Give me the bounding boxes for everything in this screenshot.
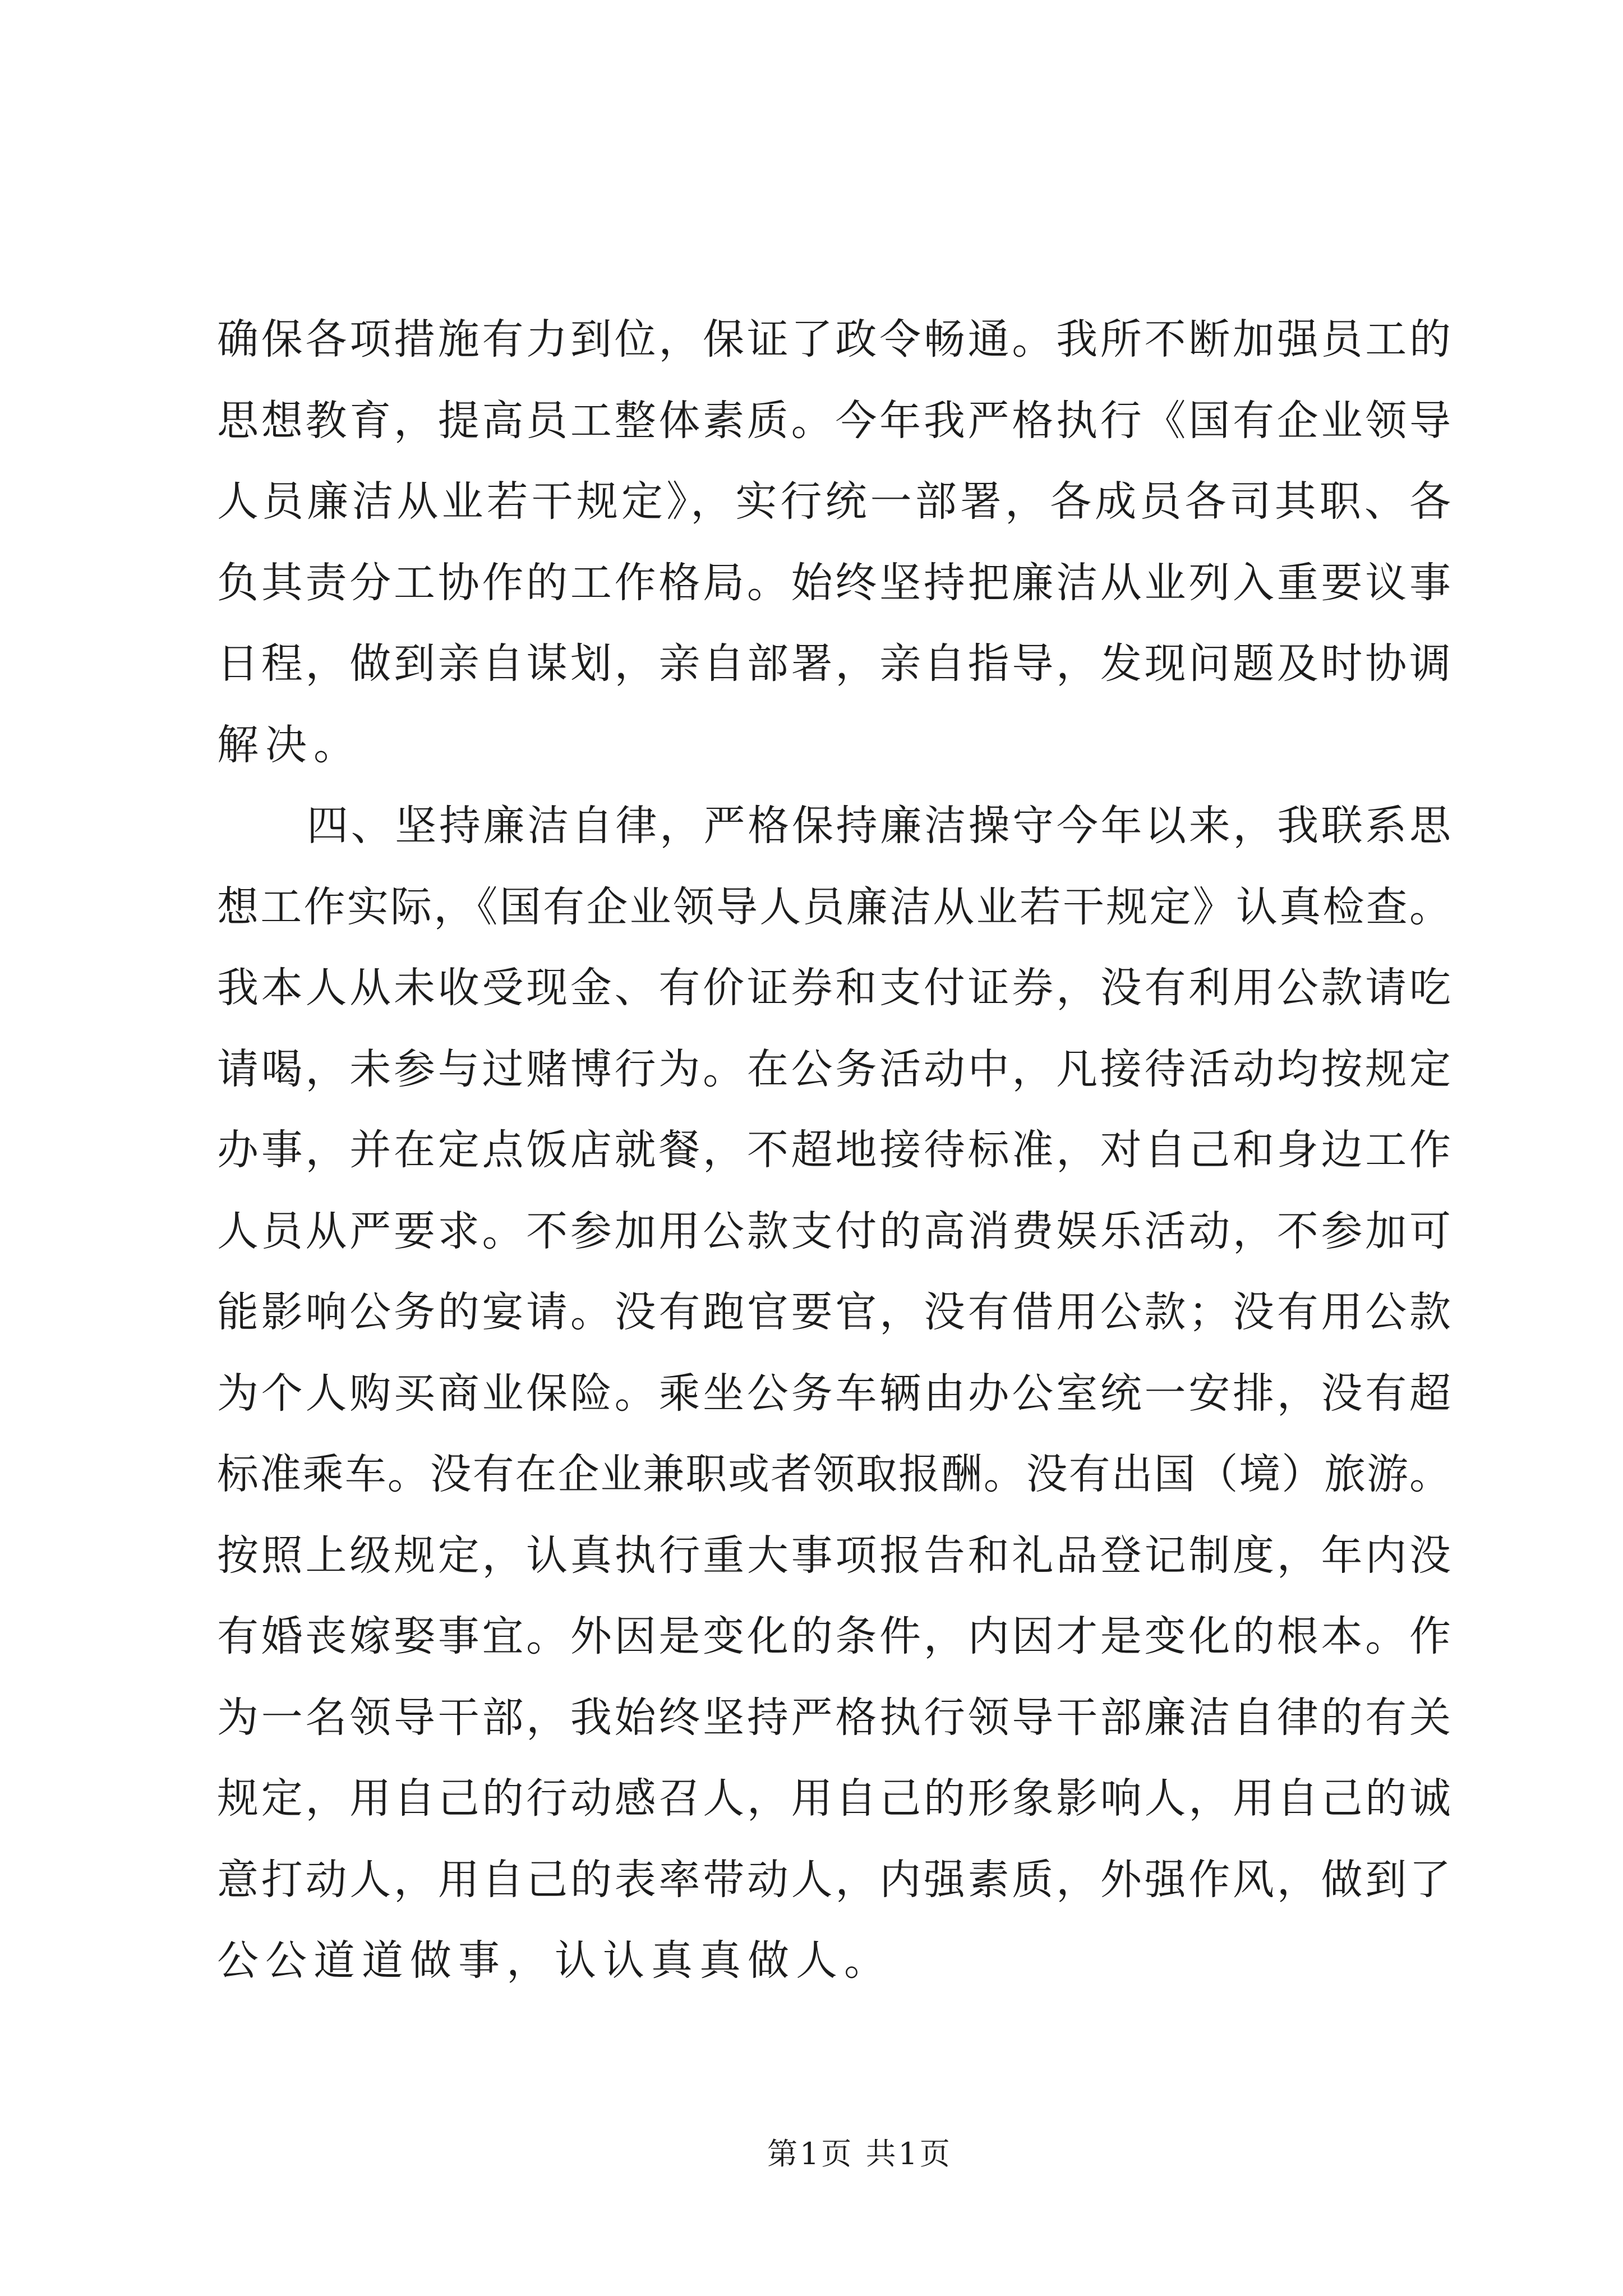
text-line: 公公道道做事，认认真真做人。 [217,1936,892,1985]
text-line: 办事，并在定点饭店就餐，不超地接待标准，对自己和身边工作 [217,1126,1451,1174]
page-number-label: 第1页 共1页 [767,2136,952,2171]
text-line: 为个人购买商业保险。乘坐公务车辆由办公室统一安排，没有超 [217,1369,1451,1418]
text-line: 负其责分工协作的工作格局。始终坚持把廉洁从业列入重要议事 [217,558,1451,607]
text-line: 按照上级规定，认真执行重大事项报告和礼品登记制度，年内没 [217,1531,1451,1580]
section-heading-line: 四、坚持廉洁自律，严格保持廉洁操守今年以来，我联系思 [307,802,1451,850]
text-line: 人员从严要求。不参加用公款支付的高消费娱乐活动，不参加可 [217,1207,1451,1255]
text-line: 为一名领导干部，我始终坚持严格执行领导干部廉洁自律的有关 [217,1693,1451,1742]
text-line: 意打动人，用自己的表率带动人，内强素质，外强作风，做到了 [217,1855,1451,1904]
paragraph-2 [217,785,1451,2001]
paragraph-1 [217,299,1451,785]
text-line: 日程，做到亲自谋划，亲自部署，亲自指导，发现问题及时协调 [217,639,1451,688]
text-line: 思想教育，提高员工整体素质。今年我严格执行《国有企业领导 [217,396,1451,445]
text-line: 解决。 [217,720,362,769]
text-line: 人员廉洁从业若干规定》，实行统一部署，各成员各司其职、各 [217,477,1451,526]
text-line: 能影响公务的宴请。没有跑官要官，没有借用公款；没有用公款 [217,1288,1451,1336]
text-line: 标准乘车。没有在企业兼职或者领取报酬。没有出国（境）旅游。 [217,1450,1451,1498]
text-line: 请喝，未参与过赌博行为。在公务活动中，凡接待活动均按规定 [217,1045,1451,1093]
document-body [217,299,1451,2001]
text-line: 有婚丧嫁娶事宜。外因是变化的条件，内因才是变化的根本。作 [217,1612,1451,1660]
text-line: 确保各项措施有力到位，保证了政令畅通。我所不断加强员工的 [217,315,1451,364]
text-line: 我本人从未收受现金、有价证券和支付证券，没有利用公款请吃 [217,964,1451,1012]
text-line: 想工作实际，《国有企业领导人员廉洁从业若干规定》认真检查。 [217,882,1451,931]
text-line: 规定，用自己的行动感召人，用自己的形象影响人，用自己的诚 [217,1774,1451,1823]
page-footer [691,2132,1028,2177]
